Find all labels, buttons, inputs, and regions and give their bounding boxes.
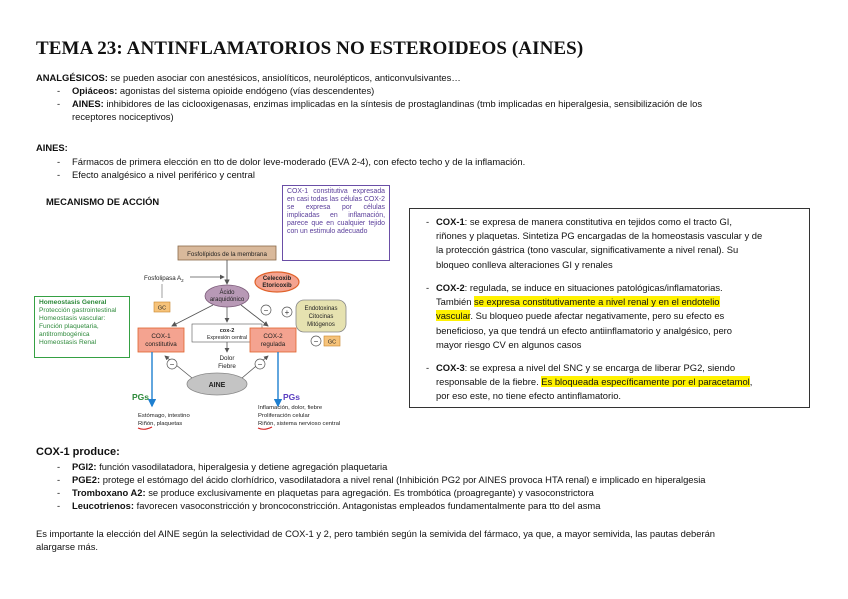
analgesicos-label: ANALGÉSICOS:	[36, 72, 108, 83]
svg-text:regulada: regulada	[260, 341, 286, 348]
svg-text:Riñón, sistema nervioso centra: Riñón, sistema nervioso central	[258, 421, 341, 427]
homeostasis-box: Homeostasis General Protección gastrointestinal Homeostasis vascular: Función plaquetaria, antitrombogénica Homeostasis Renal	[34, 296, 130, 358]
svg-text:Inflamación, dolor, fiebre: Inflamación, dolor, fiebre	[258, 405, 323, 411]
mechanism-diagram	[120, 240, 360, 435]
svg-text:COX-1: COX-1	[151, 333, 171, 340]
arachidonic-acid-node	[205, 285, 249, 307]
svg-text:Expresión central: Expresión central	[206, 335, 248, 341]
svg-text:Mitógenos: Mitógenos	[307, 322, 335, 328]
pgs-left-label: PGs	[132, 392, 150, 402]
svg-text:−: −	[263, 306, 269, 315]
phospholipids-label: Fosfolípidos de la membrana	[187, 251, 267, 258]
cox1-box	[138, 328, 184, 352]
svg-text:Estómago, intestino: Estómago, intestino	[138, 413, 190, 419]
svg-text:cox-2: cox-2	[219, 328, 235, 334]
svg-text:AINE: AINE	[208, 382, 226, 389]
svg-text:COX-2: COX-2	[263, 333, 283, 340]
svg-text:Etoricoxib: Etoricoxib	[262, 283, 292, 289]
fosfolipasa-label: Fosfolipasa $A_2$	[144, 275, 184, 283]
cox-types-box	[409, 208, 810, 408]
cox1-produce-heading: COX-1 produce:	[36, 446, 120, 458]
analgesicos-line	[36, 72, 461, 85]
page-title: TEMA 23: ANTINFLAMATORIOS NO ESTEROIDEOS (AINES)	[36, 38, 584, 59]
svg-text:−: −	[169, 360, 175, 369]
svg-text:−: −	[313, 337, 319, 346]
conclusion-line: Es importante la elección del AINE según la selectividad de COX-1 y 2, pero también según la semivida del fármaco, ya que, a mayor semivida, las pautas deberán	[36, 528, 716, 539]
svg-text:GC: GC	[157, 305, 167, 312]
list-item-continuation: receptores nociceptivos)	[72, 111, 174, 122]
svg-text:−: −	[257, 360, 263, 369]
svg-text:Celecoxib: Celecoxib	[262, 276, 292, 282]
cox-note-box: COX-1 constitutiva expresada en casi todas las células COX-2 se expresa por células implicadas en inflamación, parece que en cualquier tejido con un estimulo adecuado	[282, 185, 390, 261]
svg-text:+: +	[284, 308, 290, 317]
conclusion-line: alargarse más.	[36, 541, 99, 552]
cox3-paragraph: - COX-3: se expresa a nivel del SNC y se encarga de liberar PG2, siendo responsable de la fiebre. Es bloqueada específicamente por el paracetamol, por eso este, no tiene efecto antinflamatorio.	[426, 362, 753, 402]
svg-text:Ácido: Ácido	[219, 290, 235, 296]
svg-text:Endotoxinas: Endotoxinas	[304, 306, 338, 312]
cox2-paragraph: - COX-2: regulada, se induce en situaciones patológicas/inflamatorias. También se expresa constitutivamente a nivel renal y en el endotelio vascular. Su bloqueo puede afectar negativamente, pero su efecto es beneficioso, ya que tendrá un efecto antiinflamatorio y analgésico, pero mayor riesgo CV en algunos casos	[426, 282, 733, 350]
svg-text:GC: GC	[327, 339, 337, 346]
celecoxib-node	[255, 272, 299, 292]
pgs-right-label: PGs	[283, 392, 301, 402]
aines-label: AINES:	[36, 142, 68, 153]
svg-text:Proliferación celular: Proliferación celular	[258, 413, 310, 419]
svg-text:Citocinas: Citocinas	[308, 314, 334, 320]
svg-text:Riñón, plaquetas: Riñón, plaquetas	[138, 421, 183, 427]
svg-text:constitutiva: constitutiva	[145, 341, 177, 348]
svg-text:araquidónico: araquidónico	[209, 297, 245, 303]
analgesicos-text: se pueden asociar con anestésicos, ansiolíticos, neurolépticos, anticonvulsivantes…	[107, 72, 461, 83]
mechanism-heading: MECANISMO DE ACCIÓN	[46, 196, 160, 207]
homeostasis-title: Homeostasis General	[39, 299, 107, 306]
dolor-label: Dolor	[219, 355, 235, 362]
fiebre-label: Fiebre	[218, 363, 236, 370]
highlight: se expresa constitutivamente a nivel renal y en el endotelio	[474, 296, 720, 308]
cox1-paragraph: - COX-1: se expresa de manera constitutiva en tejidos como el tracto GI, riñones y plaquetas. Sintetiza PG encargadas de la homeostasis vascular y de la protección gástrica (tono vascular, significativamente a nivel renal). Su bloqueo conlleva alteraciones GI y renales	[426, 216, 763, 270]
highlight: Es bloqueada específicamente por el paracetamol	[541, 376, 750, 388]
highlight: vascular	[436, 310, 471, 322]
cox2-box	[250, 328, 296, 352]
